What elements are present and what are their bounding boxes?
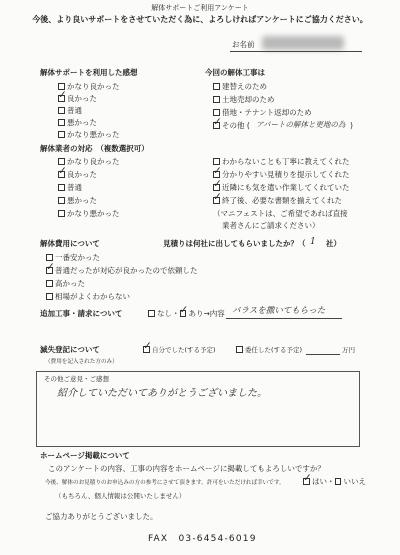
additional-options: [148, 309, 225, 319]
option-label: 悪かった: [67, 196, 97, 205]
additional-content-underline: [226, 318, 342, 319]
impression-option: [58, 130, 120, 140]
option-label: 一番安かった: [55, 253, 100, 262]
checkbox[interactable]: [58, 119, 65, 126]
cost-option: [46, 292, 130, 302]
amount-unit: 万円: [342, 346, 355, 354]
option-label: かなり良かった: [67, 157, 120, 166]
checkbox[interactable]: [213, 197, 220, 204]
option-label: 近隣にも気を遣い作業してくれていた: [222, 183, 350, 192]
registration-option-self: [143, 345, 216, 355]
impression-option: [58, 94, 97, 104]
registration-heading: 滅失登記について: [40, 345, 100, 354]
contractor-rating-option: [58, 170, 97, 180]
option-label: かなり良かった: [67, 82, 120, 91]
checkbox[interactable]: [236, 346, 243, 353]
checkbox-yes[interactable]: [303, 478, 310, 485]
checkbox[interactable]: [46, 293, 53, 300]
purpose-option: [213, 108, 312, 118]
fax-number: FAX 03-6454-6019: [148, 534, 257, 544]
checkbox[interactable]: [46, 267, 53, 274]
homepage-question: このアンケートの内容、工事の内容をホームページに掲載してもよろしいですか？: [48, 464, 325, 473]
checkbox[interactable]: [213, 109, 220, 116]
option-label: 建替えのため: [222, 82, 267, 91]
option-label: わからないことも丁寧に教えてくれた: [222, 157, 350, 166]
amount-field[interactable]: [306, 354, 340, 355]
contractor-rating-option: [58, 183, 82, 193]
checkbox[interactable]: [58, 171, 65, 178]
comments-box[interactable]: [36, 371, 360, 447]
option-label: 借地・テナント返却のため: [222, 108, 312, 117]
checkbox[interactable]: [213, 122, 220, 129]
checkbox[interactable]: [213, 184, 220, 191]
cost-option: [46, 279, 85, 289]
impression-option: [58, 82, 120, 92]
checkbox[interactable]: [143, 346, 150, 353]
quote-question: 見積りは何社に出してもらいましたか？（: [163, 239, 306, 248]
homepage-heading: ホームページ掲載について: [40, 451, 130, 460]
option-label: 相場がよくわからない: [55, 292, 130, 301]
paren-close: ): [350, 121, 353, 130]
purpose-other-text-field[interactable]: アパートの解体と更地の為: [256, 120, 346, 129]
option-label: 普通だったが対応が良かったので依頼した: [55, 266, 198, 275]
checkbox[interactable]: [213, 83, 220, 90]
option-label-yes: あり→内容: [188, 309, 225, 318]
name-label: お名前: [232, 40, 255, 49]
checkbox-none[interactable]: [148, 310, 155, 317]
name-underline: [230, 51, 362, 52]
option-label: かなり悪かった: [67, 209, 120, 218]
registration-option-delegate: [236, 345, 302, 355]
registration-note: （費用を記入された方のみ）: [45, 359, 118, 365]
option-label: かなり悪かった: [67, 130, 120, 139]
checkbox[interactable]: [58, 158, 65, 165]
checkbox[interactable]: [58, 184, 65, 191]
contractor-point-option: [213, 196, 342, 206]
checkbox[interactable]: [213, 158, 220, 165]
checkbox[interactable]: [46, 280, 53, 287]
comments-text: 紹介していただいてありがとうございました。: [57, 388, 267, 399]
additional-content-field[interactable]: バラスを撒いてもらった: [232, 306, 326, 316]
contractor-point-option: [213, 157, 350, 167]
purpose-option: [213, 95, 275, 105]
checkbox[interactable]: [58, 95, 65, 102]
comments-heading: その他ご意見・ご感想: [44, 375, 109, 383]
impression-option: [58, 106, 82, 116]
checkbox[interactable]: [58, 131, 65, 138]
option-label: 高かった: [55, 279, 85, 288]
option-label: 委任した(する予定): [245, 346, 303, 354]
homepage-note: 今後、解体のお見積りのお申込みの方の参考にさせて頂きます。許可をいただければ幸いです。: [45, 480, 285, 486]
option-label-no: いいえ: [343, 477, 366, 486]
manifest-note-line1: （マニフェストは、ご希望であれば直接: [213, 209, 348, 218]
checkbox[interactable]: [213, 96, 220, 103]
checkbox-no[interactable]: [335, 478, 342, 485]
thanks-text: ご協力ありがとうございました。: [45, 512, 158, 521]
homepage-consent-options: [303, 477, 366, 487]
quote-unit: 社）: [326, 239, 341, 248]
paren-open: (: [246, 121, 250, 130]
option-label: 普通: [67, 183, 82, 192]
privacy-note: （もちろん、個人情報は公開いたしません）: [55, 492, 186, 500]
option-label: 自分でした(する予定): [152, 346, 216, 354]
name-value-redacted[interactable]: [262, 36, 344, 50]
checkbox[interactable]: [58, 210, 65, 217]
contractor-point-option: [213, 170, 350, 180]
quote-count-field[interactable]: 1: [310, 237, 316, 247]
checkbox[interactable]: [58, 197, 65, 204]
impression-option: [58, 118, 97, 128]
purpose-heading: 今回の解体工事は: [205, 68, 265, 77]
option-label-yes: はい・: [312, 477, 335, 486]
purpose-option-other: [213, 121, 250, 131]
manifest-note-line2: 業者さんにご請求ください）: [222, 221, 320, 230]
contractor-point-option: [213, 183, 350, 193]
option-label-none: なし・: [157, 309, 180, 318]
option-label: 終了後、必要な書類を揃えてくれた: [222, 196, 342, 205]
additional-heading: 追加工事・請求について: [40, 309, 123, 318]
cost-option: [46, 266, 198, 276]
option-label: 土地売却のため: [222, 95, 275, 104]
impression-heading: 解体サポートを利用した感想: [40, 68, 138, 77]
contractor-rating-option: [58, 157, 120, 167]
option-label: 良かった: [67, 94, 97, 103]
purpose-option: [213, 82, 267, 92]
contractor-rating-option: [58, 209, 120, 219]
checkbox[interactable]: [213, 171, 220, 178]
checkbox[interactable]: [46, 254, 53, 261]
cost-heading: 解体費用について: [40, 239, 100, 248]
contractor-heading: 解体業者の対応 （複数選択可）: [40, 144, 149, 153]
checkbox-yes[interactable]: [180, 310, 187, 317]
option-label: 普通: [67, 106, 82, 115]
option-label: 分かりやすい見積りを提示してくれた: [222, 170, 350, 179]
checkbox[interactable]: [58, 107, 65, 114]
form-title: 解体サポートご利用アンケート: [151, 4, 249, 12]
contractor-rating-option: [58, 196, 97, 206]
option-label: 良かった: [67, 170, 97, 179]
option-label: 悪かった: [67, 118, 97, 127]
option-label: その他: [222, 121, 245, 130]
intro-text: 今後、より良いサポートをさせていただく為に、よろしければアンケートにご協力ください。: [32, 15, 368, 24]
